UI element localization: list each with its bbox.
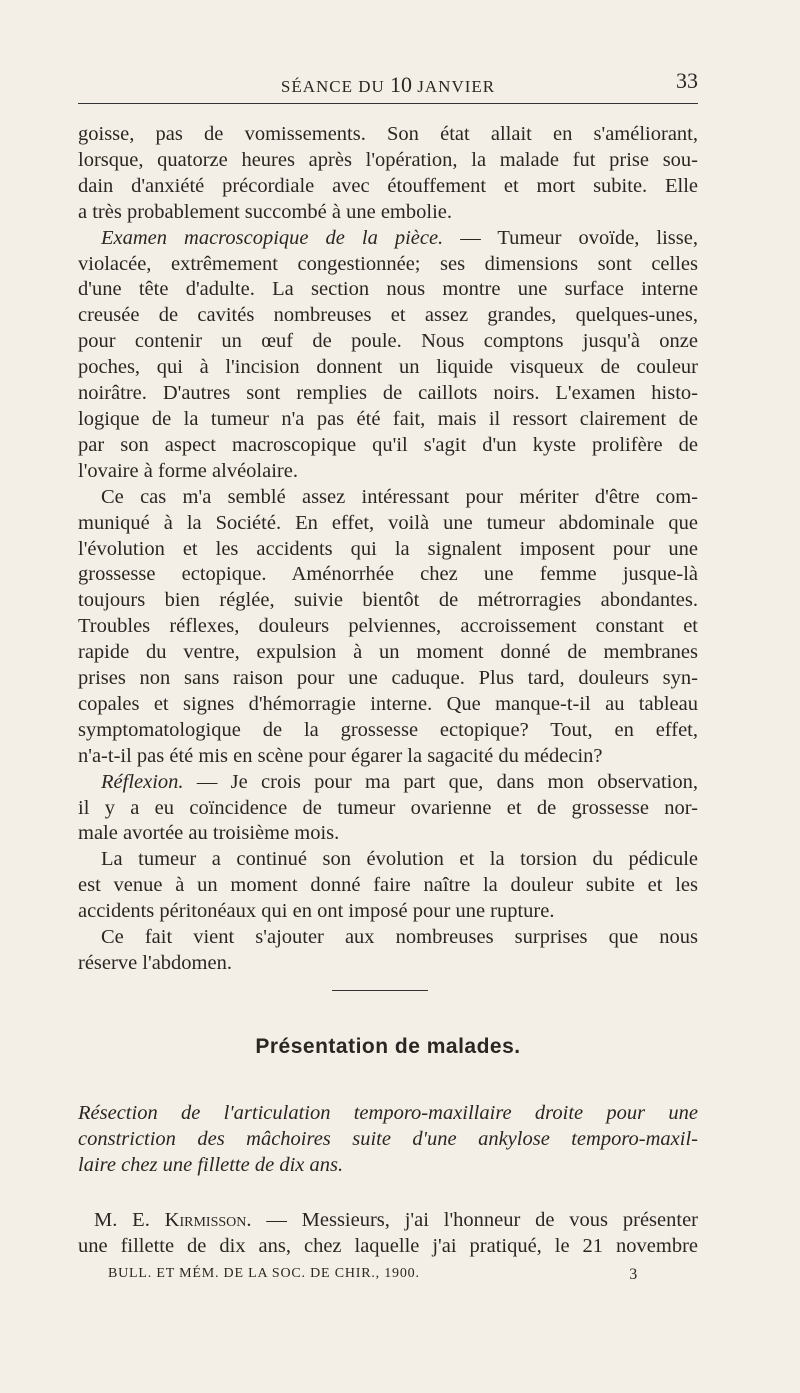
- text-line: l'évolution et les accidents qui la signalent imposent pour une: [78, 537, 698, 560]
- subtitle-line: laire chez une fillette de dix ans.: [78, 1154, 344, 1176]
- text-line: poches, qui à l'incision donnent un liquide visqueux de couleur: [78, 356, 698, 379]
- text-line: accidents péritonéaux qui en ont imposé pour une rupture.: [78, 900, 555, 923]
- text-run: — Messieurs, j'ai l'honneur de vous présenter: [251, 1209, 698, 1231]
- text-line: pour contenir un œuf de poule. Nous comptons jusqu'à onze: [78, 330, 698, 353]
- text-line: rapide du ventre, expulsion à un moment donné de membranes: [78, 641, 698, 664]
- subtitle-line: constriction des mâchoires suite d'une ankylose temporo-maxil-: [78, 1128, 698, 1150]
- body-text: [78, 122, 698, 977]
- section-divider: [332, 990, 428, 991]
- text-line: une fillette de dix ans, chez laquelle j'ai pratiqué, le 21 novembre: [78, 1235, 698, 1257]
- text-line: [78, 770, 698, 796]
- running-title: [78, 72, 698, 98]
- text-line: symptomatologique de la grossesse ectopique? Tout, en effet,: [78, 718, 698, 741]
- text-line: n'a-t-il pas été mis en scène pour égarer la sagacité du médecin?: [78, 744, 603, 767]
- paragraph-4: [78, 770, 698, 848]
- text-line: [78, 226, 698, 252]
- text-line: Ce cas m'a semblé assez intéressant pour mériter d'être com-: [101, 485, 698, 508]
- text-line: La tumeur a continué son évolution et la torsion du pédicule: [101, 848, 698, 871]
- text-line: lorsque, quatorze heures après l'opération, la malade fut prise sou-: [78, 148, 698, 171]
- signature-mark: 3: [629, 1266, 638, 1283]
- text-line: [78, 1207, 698, 1233]
- journal-reference: BULL. ET MÉM. DE LA SOC. DE CHIR., 1900.: [108, 1266, 420, 1281]
- text-line: est venue à un moment donné faire naître la douleur subite et les: [78, 874, 698, 897]
- speech-paragraph: [78, 1207, 698, 1259]
- case-subtitle: [78, 1100, 698, 1178]
- paragraph-5: [78, 847, 698, 925]
- italic-heading: Examen macroscopique de la pièce.: [101, 226, 444, 249]
- subtitle-line: Résection de l'articulation temporo-maxillaire droite pour une: [78, 1102, 698, 1124]
- running-header: [78, 66, 698, 96]
- text-run: — Je crois pour ma part que, dans mon observation,: [183, 770, 698, 793]
- text-line: goisse, pas de vomissements. Son état allait en s'améliorant,: [78, 123, 698, 145]
- paragraph-1: [78, 122, 698, 226]
- running-title-suffix: JANVIER: [412, 77, 496, 96]
- page-footer: [108, 1266, 638, 1282]
- text-line: grossesse ectopique. Aménorrhée chez une femme jusque-là: [78, 563, 698, 586]
- header-rule: [78, 103, 698, 104]
- paragraph-2: [78, 226, 698, 485]
- text-line: Troubles réflexes, douleurs pelviennes, accroissement constant et: [78, 615, 698, 638]
- text-line: l'ovaire à forme alvéolaire.: [78, 459, 298, 482]
- running-title-prefix: SÉANCE DU: [280, 77, 391, 96]
- text-run: — Tumeur ovoïde, lisse,: [443, 226, 698, 249]
- text-line: Ce fait vient s'ajouter aux nombreuses surprises que nous: [101, 926, 698, 949]
- text-line: male avortée au troisième mois.: [78, 822, 340, 845]
- text-line: noirâtre. D'autres sont remplies de caillots noirs. L'examen histo-: [78, 382, 698, 405]
- running-title-day: 10: [390, 72, 413, 97]
- speaker-name: M. E. Kirmisson.: [94, 1209, 252, 1231]
- paragraph-3: [78, 485, 698, 770]
- text-line: dain d'anxiété précordiale avec étouffement et mort subite. Elle: [78, 174, 698, 197]
- text-line: copales et signes d'hémorragie interne. Que manque-t-il au tableau: [78, 692, 698, 715]
- text-line: a très probablement succombé à une embolie.: [78, 200, 452, 223]
- section-title: Présentation de malades.: [255, 1035, 521, 1058]
- text-line: il y a eu coïncidence de tumeur ovarienne et de grossesse nor-: [78, 796, 698, 819]
- text-line: violacée, extrêmement congestionnée; ses dimensions sont celles: [78, 252, 698, 275]
- text-line: toujours bien réglée, suivie bientôt de métrorragies abondantes.: [78, 589, 698, 612]
- text-line: logique de la tumeur n'a pas été fait, mais il ressort clairement de: [78, 407, 698, 430]
- text-line: creusée de cavités nombreuses et assez grandes, quelques-unes,: [78, 304, 698, 327]
- text-line: muniqué à la Société. En effet, voilà une tumeur abdominale que: [78, 511, 698, 534]
- text-line: réserve l'abdomen.: [78, 952, 232, 974]
- page-number: 33: [676, 68, 698, 93]
- text-line: prises non sans raison pour une caduque. Plus tard, douleurs syn-: [78, 667, 698, 690]
- text-line: par son aspect macroscopique qu'il s'agit d'un kyste prolifère de: [78, 433, 698, 456]
- paragraph-6: [78, 925, 698, 977]
- italic-heading: Réflexion.: [101, 770, 184, 793]
- text-line: d'une tête d'adulte. La section nous montre une surface interne: [78, 278, 698, 301]
